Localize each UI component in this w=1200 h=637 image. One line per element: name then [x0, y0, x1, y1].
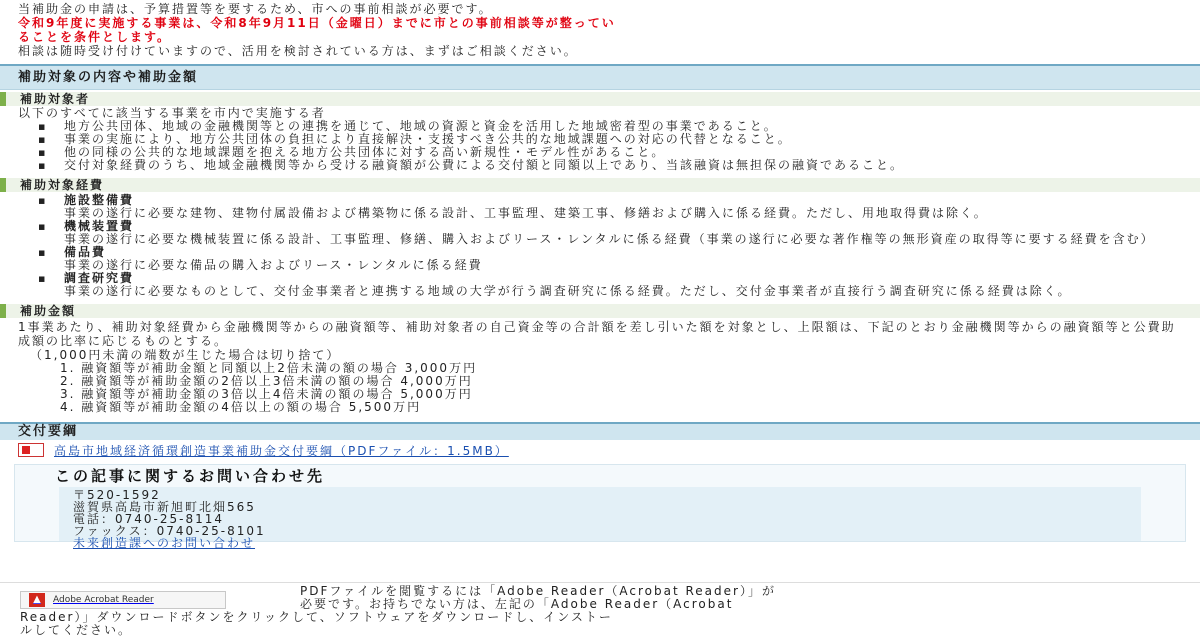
contact-title: この記事に関するお問い合わせ先 — [55, 467, 326, 485]
adobe-reader-notice — [0, 582, 1200, 637]
list-item: ▪ 交付対象経費のうち、地域金融機関等から受ける融資額が公費による交付額と同額以上であり、当該融資は無担保の融資であること。 — [64, 159, 1190, 172]
contact-tel: 電話：0740-25-8114 — [73, 512, 225, 526]
contact-box — [14, 464, 1186, 550]
contact-fax: ファックス：0740-25-8101 — [73, 524, 266, 538]
contact-postal: 〒520-1592 — [73, 488, 161, 502]
grant-heading: 交付要綱 — [0, 422, 1200, 440]
pdf-icon — [18, 443, 44, 457]
adobe-text-span: Reader）」ダウンロードボタンをクリックして、ソフトウェアをダウンロードし、インストー — [20, 610, 613, 624]
adobe-button-label: Adobe Acrobat Reader — [53, 595, 154, 605]
subject-heading: 補助対象者 — [0, 92, 1200, 106]
contact-details — [59, 487, 1141, 550]
cost-term: ▪ 調査研究費 — [64, 271, 135, 285]
adobe-reader-download-button[interactable] — [20, 591, 226, 609]
costs-list — [0, 194, 1200, 298]
cost-term: ▪ 機械装置費 — [64, 219, 135, 233]
cost-desc: 事業の遂行に必要な備品の購入およびリース・レンタルに係る経費 — [64, 258, 483, 272]
list-item: ▪ 事業の実施により、地方公共団体の負担により直接解決・支援すべき公共的な地域課題への対応の代替となること。 — [64, 133, 1190, 146]
contact-inquiry-link[interactable]: 未来創造課へのお問い合わせ — [73, 536, 256, 550]
section-heading-main: 補助対象の内容や補助金額 — [0, 64, 1200, 90]
adobe-text-span: ルしてください。 — [20, 623, 133, 637]
cost-term: ▪ 備品費 — [64, 245, 107, 259]
cost-desc: 事業の遂行に必要な機械装置に係る設計、工事監理、修繕、購入およびリース・レンタルに係る経費（事業の遂行に必要な著作権等の無形資産の取得等に要する経費を含む） — [64, 232, 1155, 246]
pdf-row — [0, 442, 1200, 458]
list-item — [64, 272, 1190, 298]
cost-desc: 事業の遂行に必要なものとして、交付金事業者と連携する地域の大学が行う調査研究に係る経費。ただし、交付金事業者が直接行う調査研究に係る経費は除く。 — [64, 284, 1072, 298]
list-item: 1. 融資額等が補助金額と同額以上2倍未満の額の場合 3,000万円 — [60, 361, 478, 375]
cost-desc: 事業の遂行に必要な建物、建物付属設備および構築物に係る設計、工事監理、建築工事、修繕および購入に係る経費。ただし、用地取得費は除く。 — [64, 206, 988, 220]
notice-deadline-line: 令和9年度に実施する事業は、令和8年9月11日（金曜日）までに市との事前相談等が整ってい — [18, 16, 616, 30]
list-item: ▪ 他の同様の公共的な地域課題を抱える地方公共団体に対する高い新規性・モデル性があること。 — [64, 146, 1190, 159]
list-item: ▪ 地方公共団体、地域の金融機関等との連携を通じて、地域の資源と資金を活用した地域密着型の事業であること。 — [64, 120, 1190, 133]
notice-deadline-line-cont: ることを条件とします。 — [18, 30, 172, 44]
list-item: 4. 融資額等が補助金額の4倍以上の額の場合 5,500万円 — [60, 400, 422, 414]
cost-term: ▪ 施設整備費 — [64, 193, 135, 207]
list-item — [64, 220, 1190, 246]
subject-list — [0, 120, 1200, 172]
adobe-icon: ▲ — [29, 593, 45, 607]
amount-list — [0, 362, 1200, 414]
costs-heading: 補助対象経費 — [0, 178, 1200, 192]
list-item — [64, 194, 1190, 220]
contact-address: 滋賀県高島市新旭町北畑565 — [73, 500, 256, 514]
list-item: 3. 融資額等が補助金額の3倍以上4倍未満の額の場合 5,000万円 — [60, 387, 473, 401]
adobe-text-line: 必要です。お持ちでない方は、左記の「Adobe Reader（Acrobat — [300, 597, 734, 611]
notice-block — [0, 0, 1200, 58]
adobe-text-line — [20, 611, 1200, 637]
notice-consult-line: 相談は随時受け付けていますので、活用を検討されている方は、まずはご相談ください。 — [18, 44, 578, 58]
adobe-text-line: PDFファイルを閲覧するには「Adobe Reader（Acrobat Reader）」が — [300, 584, 776, 598]
amount-paragraph: 1事業あたり、補助対象経費から金融機関等からの融資額等、補助対象者の自己資金等の合計額を差し引いた額を対象とし、上限額は、下記のとおり金融機関等からの融資額等と公費助成額の比率に応じるものとする。 — [18, 320, 1176, 348]
notice-line: 当補助金の申請は、予算措置等を要するため、市への事前相談が必要です。 — [18, 2, 493, 16]
list-item — [64, 246, 1190, 272]
amount-heading: 補助金額 — [0, 304, 1200, 318]
pdf-download-link[interactable]: 高島市地域経済循環創造事業補助金交付要綱（PDFファイル：1.5MB） — [54, 443, 509, 458]
amount-note: （1,000円未満の端数が生じた場合は切り捨て） — [30, 348, 341, 362]
subject-intro: 以下のすべてに該当する事業を市内で実施する者 — [18, 106, 326, 120]
list-item: 2. 融資額等が補助金額の2倍以上3倍未満の額の場合 4,000万円 — [60, 374, 473, 388]
